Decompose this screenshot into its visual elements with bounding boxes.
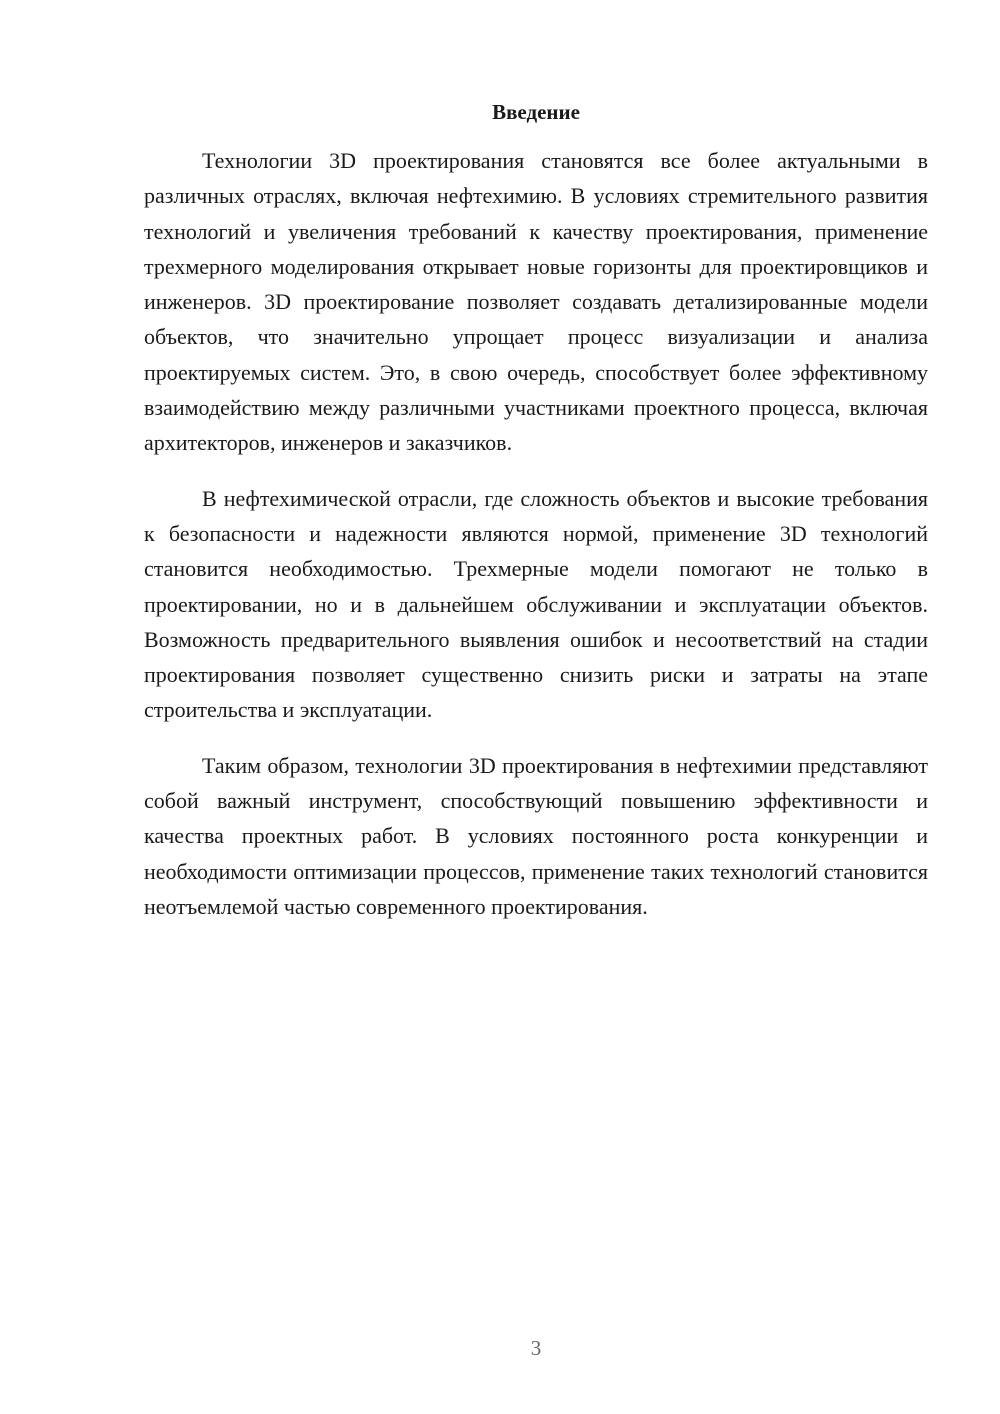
page-title: Введение bbox=[492, 100, 580, 124]
paragraph-2: В нефтехимической отрасли, где сложность объектов и высокие требования к безопасности и надежности являются нормой, применение 3D технологий становится необходимостью. Трехмерные модели помогают не только в проектировании, но и в дальнейшем обслуживании и эксплуатации объектов. Возможность предварительного выявления ошибок и несоответствий на стадии проектирования позволяет существенно снизить риски и затраты на этапе строительства и эксплуатации. bbox=[144, 485, 928, 723]
paragraph-3: Таким образом, технологии 3D проектирования в нефтехимии представляют собой важный инструмент, способствующий повышению эффективности и качества проектных работ. В условиях постоянного роста конкуренции и необходимости оптимизации процессов, применение таких технологий становится неотъемлемой частью современного проектирования. bbox=[144, 752, 928, 919]
page-number: 3 bbox=[530, 1336, 542, 1360]
paragraph-1: Технологии 3D проектирования становятся все более актуальными в различных отраслях, включая нефтехимию. В условиях стремительного развития технологий и увеличения требований к качеству проектирования, применение трехмерного моделирования открывает новые горизонты для проектировщиков и инженеров. 3D проектирование позволяет создавать детализированные модели объектов, что значительно упрощает процесс визуализации и анализа проектируемых систем. Это, в свою очередь, способствует более эффективному взаимодействию между различными участниками проектного процесса, включая архитекторов, инженеров и заказчиков. bbox=[144, 148, 928, 456]
body-text bbox=[144, 143, 928, 944]
